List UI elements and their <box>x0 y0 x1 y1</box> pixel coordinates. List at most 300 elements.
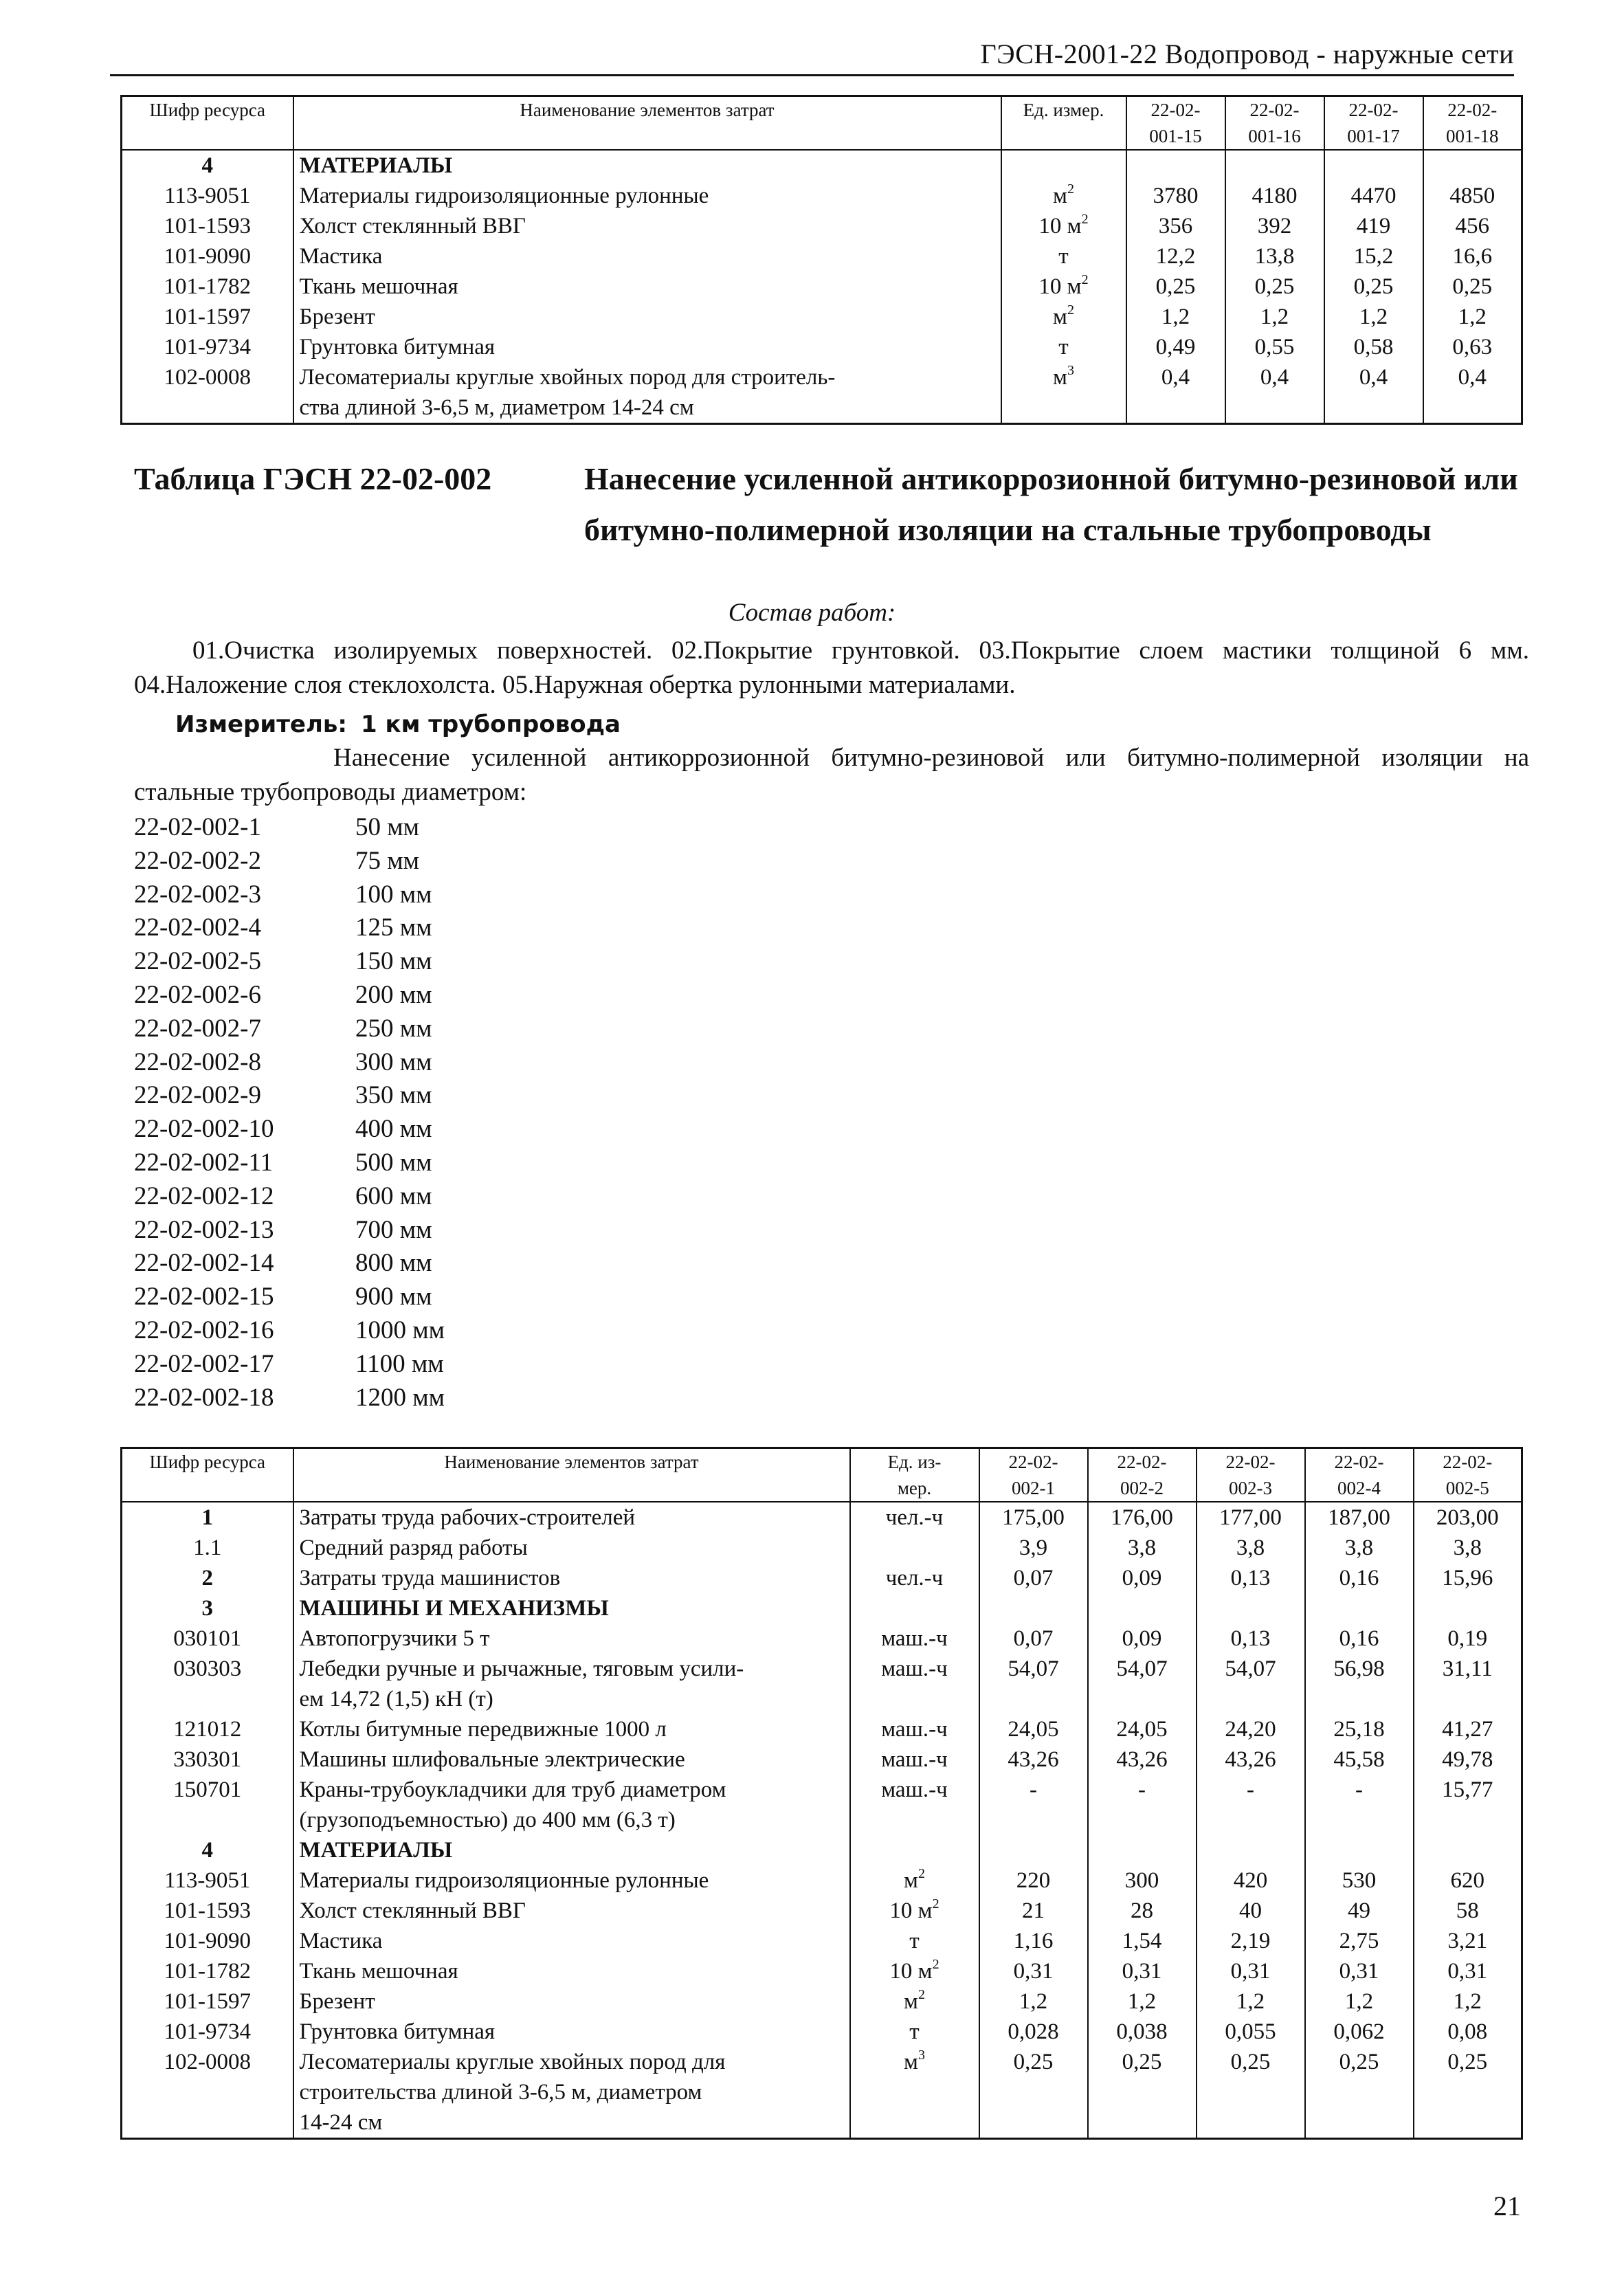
table-number: Таблица ГЭСН 22-02-002 <box>134 461 492 496</box>
resource-name <box>293 1865 850 1896</box>
unit-text: маш.-ч <box>881 1626 948 1651</box>
unit-text: маш.-ч <box>881 1656 948 1681</box>
unit-exponent: 2 <box>932 1896 939 1911</box>
resource-code: 101-9734 <box>122 332 293 362</box>
value-cell: 43,26 <box>1197 1744 1305 1775</box>
value-cell: 41,27 <box>1414 1714 1522 1744</box>
header-name: Наименование элементов затрат <box>293 96 1001 151</box>
resource-code: 101-1597 <box>122 302 293 332</box>
value-cell: 1,2 <box>1305 1986 1414 2017</box>
value-cell: 0,25 <box>1225 271 1324 302</box>
value-cell <box>1088 1593 1197 1623</box>
resources-table-002 <box>120 1447 1523 2140</box>
diameter-value: 75 мм <box>355 846 420 875</box>
resource-name-line: Мастика <box>299 244 383 269</box>
resource-code: 101-1597 <box>122 1986 293 2017</box>
composition-label: Состав работ: <box>728 599 896 627</box>
unit-text: т <box>909 2019 920 2044</box>
unit-cell <box>850 1654 979 1714</box>
header-code: Шифр ресурса <box>122 1448 293 1503</box>
diameter-item <box>134 1280 684 1314</box>
resource-name <box>293 1896 850 1926</box>
value-cell: 203,00 <box>1414 1502 1522 1533</box>
resource-name-line: Материалы гидроизоляционные рулонные <box>299 184 709 208</box>
resource-name <box>293 1714 850 1744</box>
resource-code: 102-0008 <box>122 362 293 424</box>
diameter-item <box>134 878 684 912</box>
diameter-code: 22-02-002-11 <box>134 1148 274 1177</box>
resource-name-line: Лесоматериалы круглые хвойных пород для <box>299 2050 726 2074</box>
diameter-code: 22-02-002-8 <box>134 1047 261 1076</box>
resource-name <box>293 362 1001 424</box>
table-row <box>122 241 1522 271</box>
unit-exponent: 2 <box>1067 181 1074 197</box>
value-cell: - <box>1305 1775 1414 1835</box>
unit-cell <box>850 1835 979 1865</box>
unit-cell <box>850 1926 979 1956</box>
header-col: 22-02- 001-18 <box>1423 96 1522 151</box>
header-name: Наименование элементов затрат <box>293 1448 850 1503</box>
value-cell: 21 <box>979 1896 1088 1926</box>
resource-code: 1.1 <box>122 1533 293 1563</box>
unit-text: м <box>1053 304 1067 329</box>
value-cell <box>1197 1835 1305 1865</box>
value-cell: 220 <box>979 1865 1088 1896</box>
table-row <box>122 271 1522 302</box>
resource-code: 330301 <box>122 1744 293 1775</box>
diameter-code: 22-02-002-17 <box>134 1349 274 1378</box>
diameter-code: 22-02-002-16 <box>134 1316 274 1344</box>
diameter-value: 100 мм <box>355 880 432 909</box>
value-cell: 58 <box>1414 1896 1522 1926</box>
value-cell <box>1414 1835 1522 1865</box>
diameter-code: 22-02-002-14 <box>134 1249 274 1278</box>
materials-table-001 <box>120 95 1523 425</box>
value-cell: 2,75 <box>1305 1926 1414 1956</box>
resource-code: 150701 <box>122 1775 293 1835</box>
resource-name-line: Краны-трубоукладчики для труб диаметром <box>299 1777 726 1802</box>
value-cell: 419 <box>1324 211 1423 241</box>
value-cell: 3,8 <box>1088 1533 1197 1563</box>
resource-name <box>293 1654 850 1714</box>
diameter-value: 400 мм <box>355 1115 432 1144</box>
value-cell: 0,25 <box>1088 2047 1197 2139</box>
value-cell: 54,07 <box>1088 1654 1197 1714</box>
value-cell: 0,16 <box>1305 1623 1414 1654</box>
value-cell: 420 <box>1197 1865 1305 1896</box>
resource-code: 1 <box>122 1502 293 1533</box>
value-cell: 13,8 <box>1225 241 1324 271</box>
value-cell: 0,49 <box>1126 332 1225 362</box>
resource-code: 101-1782 <box>122 1956 293 1986</box>
header-col: 22-02- 001-16 <box>1225 96 1324 151</box>
resource-name-line: МАШИНЫ И МЕХАНИЗМЫ <box>299 1596 609 1621</box>
unit-cell <box>850 1714 979 1744</box>
diameter-value: 700 мм <box>355 1215 432 1244</box>
diameter-code: 22-02-002-9 <box>134 1081 261 1110</box>
resource-code: 101-9090 <box>122 241 293 271</box>
resource-code: 2 <box>122 1563 293 1593</box>
diameter-code: 22-02-002-1 <box>134 813 261 841</box>
unit-text: чел.-ч <box>885 1505 944 1530</box>
unit-text: м <box>904 1989 918 2014</box>
table-row <box>122 1623 1522 1654</box>
works-text: 01.Очистка изолируемых поверхностей. 02.Покрытие грунтовкой. 03.Покрытие слоем мастики толщиной 6 мм. 04.Наложение слоя стеклохолста. 05.Наружная обертка рулонными материалами. <box>134 636 1529 699</box>
unit-cell <box>850 1956 979 1986</box>
diameter-code: 22-02-002-15 <box>134 1283 274 1311</box>
value-cell: 300 <box>1088 1865 1197 1896</box>
unit-text: м <box>904 1868 918 1893</box>
value-cell: 56,98 <box>1305 1654 1414 1714</box>
resource-name <box>293 1744 850 1775</box>
diameter-code: 22-02-002-4 <box>134 913 261 942</box>
value-cell: 620 <box>1414 1865 1522 1896</box>
table-row <box>122 1896 1522 1926</box>
value-cell: 24,05 <box>979 1714 1088 1744</box>
value-cell: 0,055 <box>1197 2017 1305 2047</box>
section-row <box>122 1835 1522 1865</box>
resource-name-line: Грунтовка битумная <box>299 2019 496 2044</box>
table-row <box>122 1744 1522 1775</box>
resource-name-line: Грунтовка битумная <box>299 335 496 359</box>
unit-text: м <box>1053 184 1067 208</box>
value-cell: 1,2 <box>1423 302 1522 332</box>
resource-code: 101-1593 <box>122 1896 293 1926</box>
value-cell: 1,2 <box>1197 1986 1305 2017</box>
value-cell: 0,25 <box>1414 2047 1522 2139</box>
unit-text: маш.-ч <box>881 1717 948 1742</box>
measure-label: Измеритель: <box>175 711 347 738</box>
value-cell: 15,77 <box>1414 1775 1522 1835</box>
unit-exponent: 2 <box>1081 272 1089 287</box>
value-cell <box>1197 1593 1305 1623</box>
unit-exponent: 2 <box>1067 302 1074 318</box>
resource-code: 030101 <box>122 1623 293 1654</box>
diameter-value: 900 мм <box>355 1283 432 1311</box>
resource-name <box>293 241 1001 271</box>
resource-name <box>293 211 1001 241</box>
unit-exponent: 2 <box>932 1957 939 1972</box>
unit-text: чел.-ч <box>885 1566 944 1590</box>
resource-code: 113-9051 <box>122 1865 293 1896</box>
header-col: 22-02- 002-1 <box>979 1448 1088 1503</box>
section-row <box>122 150 1522 181</box>
diameter-item <box>134 1012 684 1046</box>
value-cell: 3780 <box>1126 181 1225 211</box>
table-row <box>122 1502 1522 1533</box>
diameter-value: 1100 мм <box>355 1349 444 1378</box>
resource-name <box>293 271 1001 302</box>
resource-name-line: строительства длиной 3-6,5 м, диаметром <box>299 2080 702 2105</box>
resource-name <box>293 302 1001 332</box>
table-row <box>122 1714 1522 1744</box>
resource-name <box>293 1593 850 1623</box>
resource-code: 101-9090 <box>122 1926 293 1956</box>
resource-name-line: 14-24 см <box>299 2110 383 2135</box>
value-cell <box>979 1835 1088 1865</box>
value-cell: 0,16 <box>1305 1563 1414 1593</box>
diameter-code: 22-02-002-12 <box>134 1182 274 1210</box>
diameter-value: 500 мм <box>355 1148 432 1177</box>
table-row <box>122 211 1522 241</box>
unit-text: т <box>1058 244 1069 269</box>
unit-cell <box>850 1896 979 1926</box>
intro-text: Нанесение усиленной антикоррозионной битумно-резиновой или битумно-полимерной изоляции на стальные трубопроводы диаметром: <box>134 744 1529 806</box>
resource-name-line: Ткань мешочная <box>299 1959 458 1984</box>
resource-code: 102-0008 <box>122 2047 293 2139</box>
resource-name <box>293 181 1001 211</box>
diameter-value: 150 мм <box>355 947 432 976</box>
value-cell: 1,2 <box>1324 302 1423 332</box>
unit-cell <box>1001 181 1126 211</box>
header-unit: Ед. из- мер. <box>850 1448 979 1503</box>
value-cell: 1,54 <box>1088 1926 1197 1956</box>
value-cell: 0,25 <box>1324 271 1423 302</box>
diameter-value: 1200 мм <box>355 1383 445 1412</box>
resource-name-line: Лебедки ручные и рычажные, тяговым усили- <box>299 1656 744 1681</box>
value-cell: 1,2 <box>1088 1986 1197 2017</box>
diameter-item <box>134 911 684 945</box>
header-unit: Ед. измер. <box>1001 96 1126 151</box>
value-cell: 177,00 <box>1197 1502 1305 1533</box>
header-col: 22-02- 002-5 <box>1414 1448 1522 1503</box>
resource-name <box>293 1986 850 2017</box>
diameter-list <box>134 811 684 1415</box>
resource-code: 121012 <box>122 1714 293 1744</box>
value-cell: 175,00 <box>979 1502 1088 1533</box>
value-cell: 3,21 <box>1414 1926 1522 1956</box>
value-cell: 1,16 <box>979 1926 1088 1956</box>
value-cell <box>1305 1835 1414 1865</box>
diameter-item <box>134 1382 684 1415</box>
unit-exponent: 3 <box>1067 363 1074 378</box>
resource-name <box>293 1623 850 1654</box>
table-row <box>122 302 1522 332</box>
value-cell <box>1305 1593 1414 1623</box>
value-cell: 0,58 <box>1324 332 1423 362</box>
value-cell: 3,8 <box>1305 1533 1414 1563</box>
section-code: 4 <box>122 150 293 181</box>
value-cell: 3,8 <box>1197 1533 1305 1563</box>
table-row <box>122 1533 1522 1563</box>
diameter-item <box>134 1113 684 1146</box>
resource-name <box>293 1563 850 1593</box>
header-col: 22-02- 002-2 <box>1088 1448 1197 1503</box>
table-row <box>122 2017 1522 2047</box>
value-cell: 40 <box>1197 1896 1305 1926</box>
diameter-value: 350 мм <box>355 1081 432 1110</box>
resource-name-line: Машины шлифовальные электрические <box>299 1747 685 1772</box>
table-row <box>122 2047 1522 2139</box>
diameter-item <box>134 1146 684 1180</box>
unit-text: м <box>1053 365 1067 390</box>
unit-cell <box>1001 362 1126 424</box>
header-code: Шифр ресурса <box>122 96 293 151</box>
resource-name-line: Автопогрузчики 5 т <box>299 1626 490 1651</box>
unit-exponent: 2 <box>917 1866 925 1881</box>
resource-name <box>293 2017 850 2047</box>
diameter-value: 600 мм <box>355 1182 432 1210</box>
value-cell: 12,2 <box>1126 241 1225 271</box>
value-cell: 0,062 <box>1305 2017 1414 2047</box>
value-cell: 54,07 <box>1197 1654 1305 1714</box>
diameter-item <box>134 1214 684 1248</box>
diameter-code: 22-02-002-10 <box>134 1115 274 1144</box>
diameter-item <box>134 945 684 979</box>
resource-name-line: МАТЕРИАЛЫ <box>299 1838 453 1863</box>
value-cell: 0,4 <box>1324 362 1423 424</box>
unit-cell <box>850 1533 979 1563</box>
resource-name <box>293 1835 850 1865</box>
value-cell: 43,26 <box>1088 1744 1197 1775</box>
resource-name-line: ем 14,72 (1,5) кН (т) <box>299 1687 493 1711</box>
value-cell: - <box>979 1775 1088 1835</box>
unit-cell <box>850 2017 979 2047</box>
header-col: 22-02- 001-17 <box>1324 96 1423 151</box>
value-cell: 0,4 <box>1423 362 1522 424</box>
table-name: Нанесение усиленной антикоррозионной битумно-резиновой или битумно-полимерной изоляции на стальные трубопроводы <box>584 461 1518 547</box>
value-cell: 187,00 <box>1305 1502 1414 1533</box>
unit-cell <box>1001 211 1126 241</box>
resource-name <box>293 2047 850 2139</box>
diameter-item <box>134 1314 684 1348</box>
unit-cell <box>1001 271 1126 302</box>
resource-code: 101-9734 <box>122 2017 293 2047</box>
resource-code: 030303 <box>122 1654 293 1714</box>
diameter-item <box>134 979 684 1012</box>
value-cell: - <box>1197 1775 1305 1835</box>
diameter-value: 250 мм <box>355 1014 432 1043</box>
value-cell: 176,00 <box>1088 1502 1197 1533</box>
resource-name <box>293 1775 850 1835</box>
unit-text: 10 м <box>889 1959 933 1984</box>
resource-name-line: Холст стеклянный ВВГ <box>299 214 526 239</box>
value-cell: 1,2 <box>979 1986 1088 2017</box>
resource-name-line: Материалы гидроизоляционные рулонные <box>299 1868 709 1893</box>
value-cell <box>979 1593 1088 1623</box>
value-cell: 530 <box>1305 1865 1414 1896</box>
unit-text: м <box>904 2050 918 2074</box>
diameter-code: 22-02-002-5 <box>134 947 261 976</box>
resource-name-line: Холст стеклянный ВВГ <box>299 1898 526 1923</box>
value-cell <box>1414 1593 1522 1623</box>
value-cell: 45,58 <box>1305 1744 1414 1775</box>
resource-name-line: Средний разряд работы <box>299 1535 528 1560</box>
table-row <box>122 1926 1522 1956</box>
resource-name-line: Брезент <box>299 304 375 329</box>
value-cell: 0,09 <box>1088 1563 1197 1593</box>
value-cell: 25,18 <box>1305 1714 1414 1744</box>
resource-name-line: (грузоподъемностью) до 400 мм (6,3 т) <box>299 1808 676 1832</box>
value-cell: 43,26 <box>979 1744 1088 1775</box>
diameter-value: 125 мм <box>355 913 432 942</box>
resource-code: 113-9051 <box>122 181 293 211</box>
table-row <box>122 1654 1522 1714</box>
value-cell: 0,31 <box>1305 1956 1414 1986</box>
resource-code: 101-1782 <box>122 271 293 302</box>
unit-text: маш.-ч <box>881 1747 948 1772</box>
value-cell: 0,4 <box>1126 362 1225 424</box>
value-cell: 1,2 <box>1414 1986 1522 2017</box>
measure-value: 1 км трубопровода <box>361 711 621 738</box>
unit-cell <box>850 1563 979 1593</box>
resource-code: 4 <box>122 1835 293 1865</box>
diameter-code: 22-02-002-18 <box>134 1383 274 1412</box>
value-cell: 49 <box>1305 1896 1414 1926</box>
diameter-item <box>134 845 684 878</box>
value-cell: 1,2 <box>1126 302 1225 332</box>
value-cell <box>1088 1835 1197 1865</box>
diameter-code: 22-02-002-6 <box>134 980 261 1009</box>
value-cell: 3,8 <box>1414 1533 1522 1563</box>
measure-line <box>175 708 621 741</box>
unit-cell <box>850 1986 979 2017</box>
unit-exponent: 3 <box>917 2048 925 2063</box>
table-row <box>122 1563 1522 1593</box>
value-cell: 1,2 <box>1225 302 1324 332</box>
value-cell: 15,96 <box>1414 1563 1522 1593</box>
unit-cell <box>850 2047 979 2139</box>
table-row <box>122 1775 1522 1835</box>
unit-text: 10 м <box>1038 274 1082 299</box>
resource-name-line: Затраты труда рабочих-строителей <box>299 1505 636 1530</box>
unit-cell <box>850 1744 979 1775</box>
value-cell: 0,07 <box>979 1623 1088 1654</box>
value-cell: 0,19 <box>1414 1623 1522 1654</box>
value-cell: 0,25 <box>1126 271 1225 302</box>
value-cell: 15,2 <box>1324 241 1423 271</box>
diameter-value: 800 мм <box>355 1249 432 1278</box>
value-cell: 356 <box>1126 211 1225 241</box>
unit-text: т <box>909 1929 920 1953</box>
diameter-value: 1000 мм <box>355 1316 445 1344</box>
value-cell: 0,31 <box>979 1956 1088 1986</box>
resource-name <box>293 1502 850 1533</box>
table-row <box>122 332 1522 362</box>
value-cell: 0,25 <box>1305 2047 1414 2139</box>
diameter-item <box>134 1046 684 1080</box>
value-cell: 0,55 <box>1225 332 1324 362</box>
value-cell: 0,13 <box>1197 1623 1305 1654</box>
table-body <box>122 150 1522 424</box>
value-cell: 0,25 <box>979 2047 1088 2139</box>
resource-name-line: Мастика <box>299 1929 383 1953</box>
value-cell: - <box>1088 1775 1197 1835</box>
diameter-code: 22-02-002-2 <box>134 846 261 875</box>
unit-text: 10 м <box>889 1898 933 1923</box>
section-title: МАТЕРИАЛЫ <box>293 150 1001 181</box>
unit-cell <box>850 1865 979 1896</box>
value-cell: 392 <box>1225 211 1324 241</box>
value-cell: 0,31 <box>1197 1956 1305 1986</box>
value-cell: 0,09 <box>1088 1623 1197 1654</box>
value-cell: 0,13 <box>1197 1563 1305 1593</box>
value-cell: 31,11 <box>1414 1654 1522 1714</box>
unit-exponent: 2 <box>917 1987 925 2002</box>
value-cell: 0,038 <box>1088 2017 1197 2047</box>
table-row <box>122 1865 1522 1896</box>
diameter-value: 200 мм <box>355 980 432 1009</box>
diameter-value: 300 мм <box>355 1047 432 1076</box>
diameter-code: 22-02-002-7 <box>134 1014 261 1043</box>
value-cell: 0,63 <box>1423 332 1522 362</box>
diameter-item <box>134 1180 684 1214</box>
table-row <box>122 1956 1522 1986</box>
value-cell: 0,028 <box>979 2017 1088 2047</box>
diameter-code: 22-02-002-13 <box>134 1215 274 1244</box>
table-header-row <box>122 1448 1522 1503</box>
section-row <box>122 1593 1522 1623</box>
